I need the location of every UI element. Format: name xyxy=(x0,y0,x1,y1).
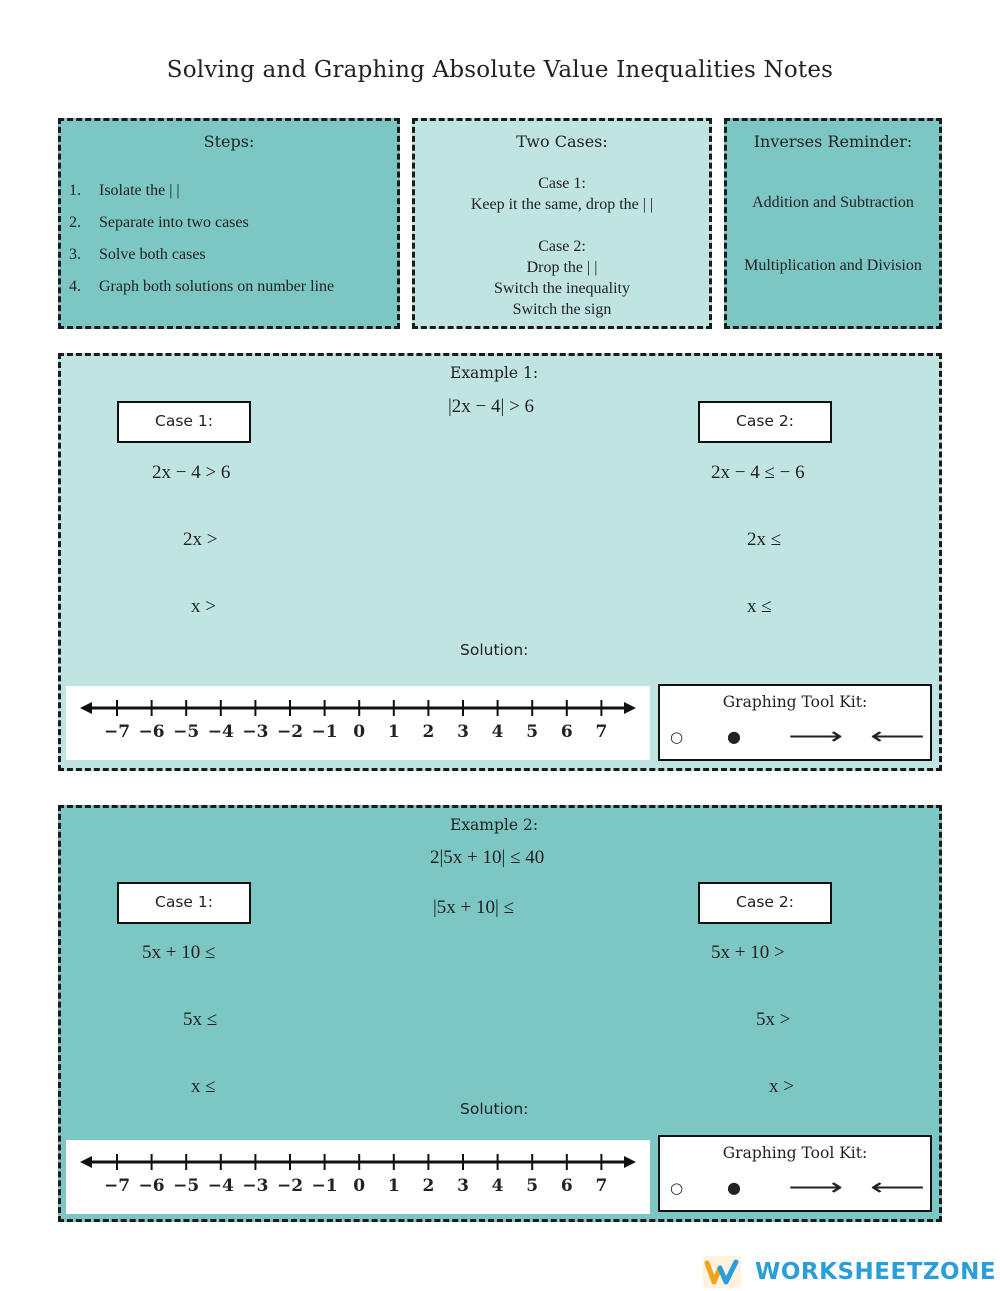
toolkit-title: Graphing Tool Kit: xyxy=(722,1144,868,1162)
tick-label: 7 xyxy=(595,722,608,742)
tick-label: −7 xyxy=(103,1176,131,1196)
example1-case2-step: x ≤ xyxy=(747,596,772,617)
two-cases-title: Two Cases: xyxy=(516,132,608,151)
inverse-line: Multiplication and Division xyxy=(744,257,922,274)
footer-logo xyxy=(703,1256,1000,1290)
tick-label: 4 xyxy=(491,722,504,742)
example2-case2-step: x > xyxy=(769,1076,794,1097)
open-circle-icon[interactable]: ○ xyxy=(670,728,684,746)
right-arrow-icon[interactable]: ⟶ xyxy=(788,722,844,750)
right-arrowhead-icon xyxy=(624,702,636,714)
tick-label: 6 xyxy=(560,722,573,742)
example1-number-line[interactable] xyxy=(66,686,650,760)
example2-case1-step: 5x + 10 ≤ xyxy=(142,942,216,963)
tick-label: 2 xyxy=(422,1176,435,1196)
tick-label: −5 xyxy=(173,1176,200,1196)
list-item: 1. Isolate the | | xyxy=(69,182,180,199)
example2-solution-label: Solution: xyxy=(460,1100,529,1118)
tick-label: −6 xyxy=(138,722,165,742)
steps-title: Steps: xyxy=(203,132,255,151)
example1-title: Example 1: xyxy=(450,364,539,382)
toolkit-title: Graphing Tool Kit: xyxy=(722,693,868,711)
case2-line: Drop the | | xyxy=(526,259,598,276)
left-arrow-icon[interactable]: ⟵ xyxy=(870,722,926,750)
example1-toolkit xyxy=(658,684,932,761)
example2-case2-step: 5x > xyxy=(756,1009,791,1030)
example2-case1-step: x ≤ xyxy=(191,1076,216,1097)
list-item: 3. Solve both cases xyxy=(69,246,206,263)
example1-case2-label: Case 2: xyxy=(698,401,832,443)
tick-label: 0 xyxy=(353,722,366,742)
tick-label: −4 xyxy=(207,722,234,742)
left-arrow-icon[interactable]: ⟵ xyxy=(870,1173,926,1201)
closed-circle-icon[interactable]: ● xyxy=(727,727,741,746)
two-cases-box xyxy=(412,118,712,329)
case2-title: Case 2: xyxy=(538,238,586,255)
page-title: Solving and Graphing Absolute Value Inequalities Notes xyxy=(166,57,834,83)
tick-label: 4 xyxy=(491,1176,504,1196)
tick-label: −3 xyxy=(242,1176,269,1196)
tick-label: −1 xyxy=(311,1176,338,1196)
example2-case2-label: Case 2: xyxy=(698,882,832,924)
example2-number-line-panel xyxy=(66,1140,650,1214)
example2-isolated: |5x + 10| ≤ xyxy=(433,897,515,918)
example2-equation: 2|5x + 10| ≤ 40 xyxy=(430,847,545,868)
inverse-line: Addition and Subtraction xyxy=(752,194,914,211)
closed-circle-icon[interactable]: ● xyxy=(727,1178,741,1197)
tick-label: −4 xyxy=(207,1176,234,1196)
example1-case1-step: x > xyxy=(191,596,216,617)
example1-case2-step: 2x − 4 ≤ − 6 xyxy=(711,462,805,483)
example1-solution-label: Solution: xyxy=(460,641,529,659)
example1-equation: |2x − 4| > 6 xyxy=(448,396,535,417)
example2-number-line[interactable] xyxy=(66,1140,650,1214)
tick-label: −2 xyxy=(276,722,304,742)
example2-case1-step: 5x ≤ xyxy=(183,1009,218,1030)
case2-line: Switch the inequality xyxy=(494,280,630,297)
example1-case1-step: 2x − 4 > 6 xyxy=(152,462,231,483)
tick-label: 3 xyxy=(457,1176,469,1196)
example2-toolkit xyxy=(658,1135,932,1212)
inverses-box xyxy=(724,118,942,329)
tick-label: −3 xyxy=(242,722,269,742)
tick-label: −5 xyxy=(173,722,200,742)
tick-label: −6 xyxy=(138,1176,165,1196)
inverses-title: Inverses Reminder: xyxy=(753,132,913,151)
list-item: 4. Graph both solutions on number line xyxy=(69,278,335,295)
tick-label: −7 xyxy=(103,722,131,742)
example2-title: Example 2: xyxy=(450,816,539,834)
tick-label: 5 xyxy=(526,722,539,742)
right-arrowhead-icon xyxy=(624,1156,636,1168)
tick-label: 0 xyxy=(353,1176,366,1196)
tick-label: −1 xyxy=(311,722,338,742)
tick-label: 2 xyxy=(422,722,435,742)
example1-case1-step: 2x > xyxy=(183,529,218,550)
tick-label: 1 xyxy=(387,722,400,742)
steps-list xyxy=(69,181,334,309)
case2-line: Switch the sign xyxy=(512,301,612,318)
list-item: 2. Separate into two cases xyxy=(69,214,249,231)
example1-number-line-panel xyxy=(66,686,650,760)
worksheetzone-logo-icon xyxy=(703,1256,741,1288)
open-circle-icon[interactable]: ○ xyxy=(670,1179,684,1197)
example1-case1-label: Case 1: xyxy=(117,401,251,443)
steps-box xyxy=(58,118,400,329)
brand-name: WORKSHEETZONE xyxy=(755,1259,997,1285)
example1-case2-step: 2x ≤ xyxy=(747,529,782,550)
example2-case1-label: Case 1: xyxy=(117,882,251,924)
case1-line: Keep it the same, drop the | | xyxy=(470,196,654,213)
right-arrow-icon[interactable]: ⟶ xyxy=(788,1173,844,1201)
left-arrowhead-icon xyxy=(80,702,92,714)
tick-label: 6 xyxy=(560,1176,573,1196)
tick-label: 7 xyxy=(595,1176,608,1196)
example2-case2-step: 5x + 10 > xyxy=(711,942,785,963)
tick-label: 5 xyxy=(526,1176,539,1196)
left-arrowhead-icon xyxy=(80,1156,92,1168)
tick-label: −2 xyxy=(276,1176,304,1196)
case1-title: Case 1: xyxy=(538,175,586,192)
tick-label: 1 xyxy=(387,1176,400,1196)
tick-label: 3 xyxy=(457,722,469,742)
